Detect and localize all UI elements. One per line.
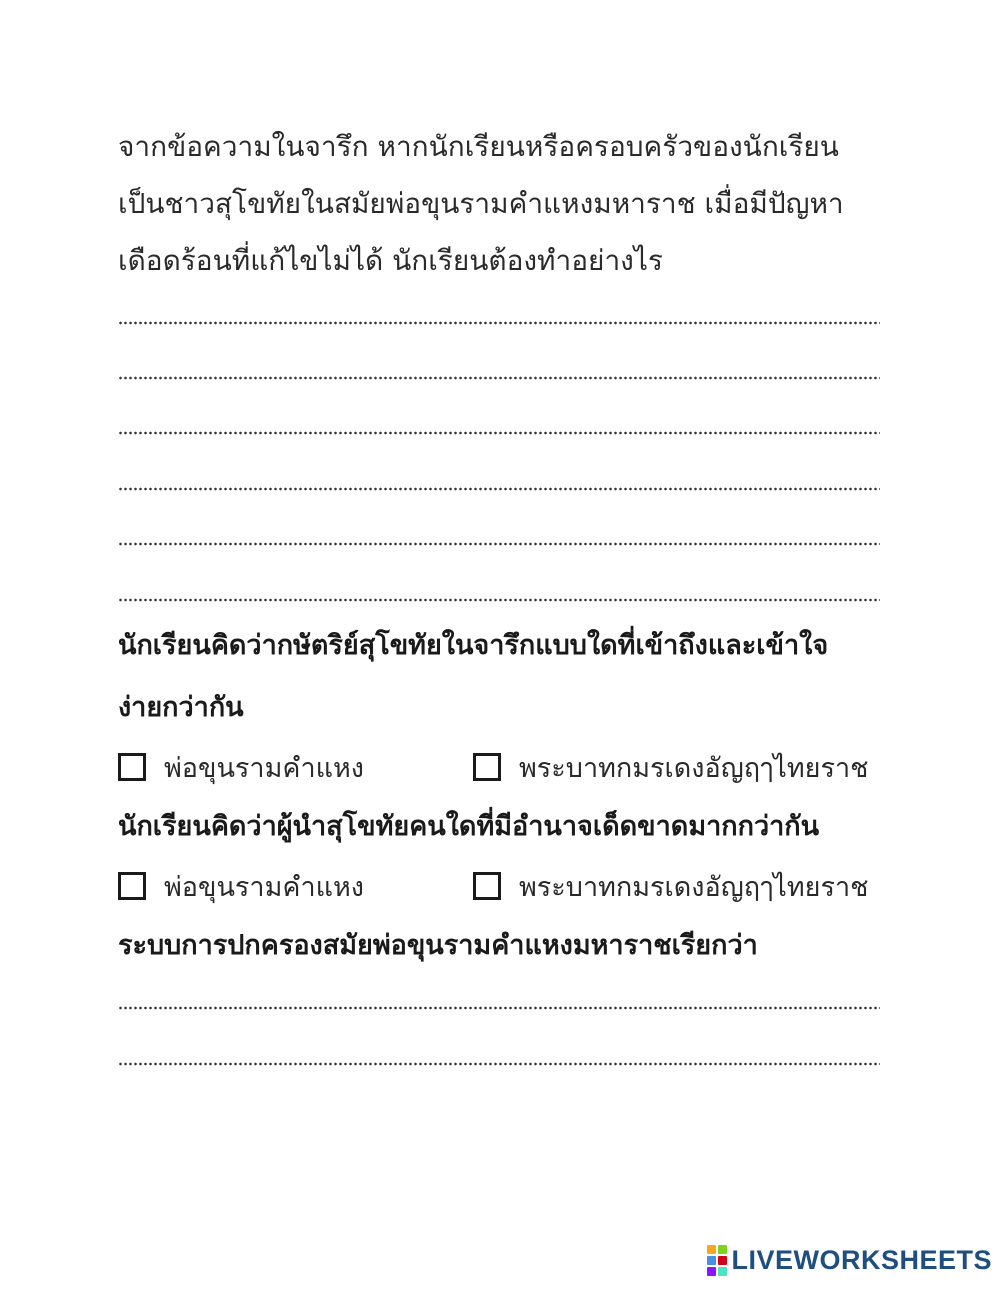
question-1 — [118, 615, 898, 739]
intro-line: จากข้อความในจารึก หากนักเรียนหรือครอบครัวของนักเรียน — [118, 130, 839, 163]
intro-line: เดือดร้อนที่แก้ไขไม่ได้ นักเรียนต้องทำอย่างไร — [118, 244, 663, 277]
answer-line-8[interactable] — [118, 1062, 880, 1066]
intro-question — [118, 118, 888, 289]
liveworksheets-logo-icon — [707, 1245, 727, 1276]
option-label: พ่อขุนรามคำแหง — [164, 871, 364, 903]
question-2-options — [118, 861, 898, 911]
logo-icon-square — [707, 1245, 716, 1254]
liveworksheets-logo — [707, 1243, 992, 1277]
question-2-option-1[interactable] — [118, 861, 364, 911]
answer-line-5[interactable] — [118, 542, 880, 546]
logo-icon-square — [718, 1267, 727, 1276]
checkbox[interactable] — [118, 872, 146, 900]
question-2-text: นักเรียนคิดว่าผู้นำสุโขทัยคนใดที่มีอำนาจเด็ดขาดมากกว่ากัน — [118, 811, 820, 842]
option-label: พระบาทกมรเดงอัญฤๅไทยราช — [519, 871, 869, 903]
option-label: พระบาทกมรเดงอัญฤๅไทยราช — [519, 752, 869, 784]
question-1-option-1[interactable] — [118, 742, 364, 792]
question-2 — [118, 796, 898, 858]
question-2-option-2[interactable] — [473, 861, 868, 911]
answer-line-1[interactable] — [118, 321, 880, 325]
intro-line: เป็นชาวสุโขทัยในสมัยพ่อขุนรามคำแหงมหาราช เมื่อมีปัญหา — [118, 187, 844, 220]
question-3-text: ระบบการปกครองสมัยพ่อขุนรามคำแหงมหาราชเรียกว่า — [118, 930, 758, 961]
option-label: พ่อขุนรามคำแหง — [164, 752, 364, 784]
logo-icon-square — [707, 1256, 716, 1265]
question-1-line: ง่ายกว่ากัน — [118, 692, 244, 723]
answer-line-2[interactable] — [118, 376, 880, 380]
checkbox[interactable] — [118, 753, 146, 781]
answer-line-4[interactable] — [118, 487, 880, 491]
question-1-options — [118, 742, 898, 792]
logo-icon-square — [718, 1245, 727, 1254]
answer-line-6[interactable] — [118, 598, 880, 602]
logo-icon-square — [718, 1256, 727, 1265]
question-3 — [118, 915, 898, 977]
question-1-option-2[interactable] — [473, 742, 868, 792]
logo-text: LIVEWORKSHEETS — [731, 1244, 992, 1275]
checkbox[interactable] — [473, 753, 501, 781]
logo-icon-square — [707, 1267, 716, 1276]
answer-line-7[interactable] — [118, 1006, 880, 1010]
checkbox[interactable] — [473, 872, 501, 900]
question-1-line: นักเรียนคิดว่ากษัตริย์สุโขทัยในจารึกแบบใดที่เข้าถึงและเข้าใจ — [118, 630, 829, 661]
answer-line-3[interactable] — [118, 431, 880, 435]
